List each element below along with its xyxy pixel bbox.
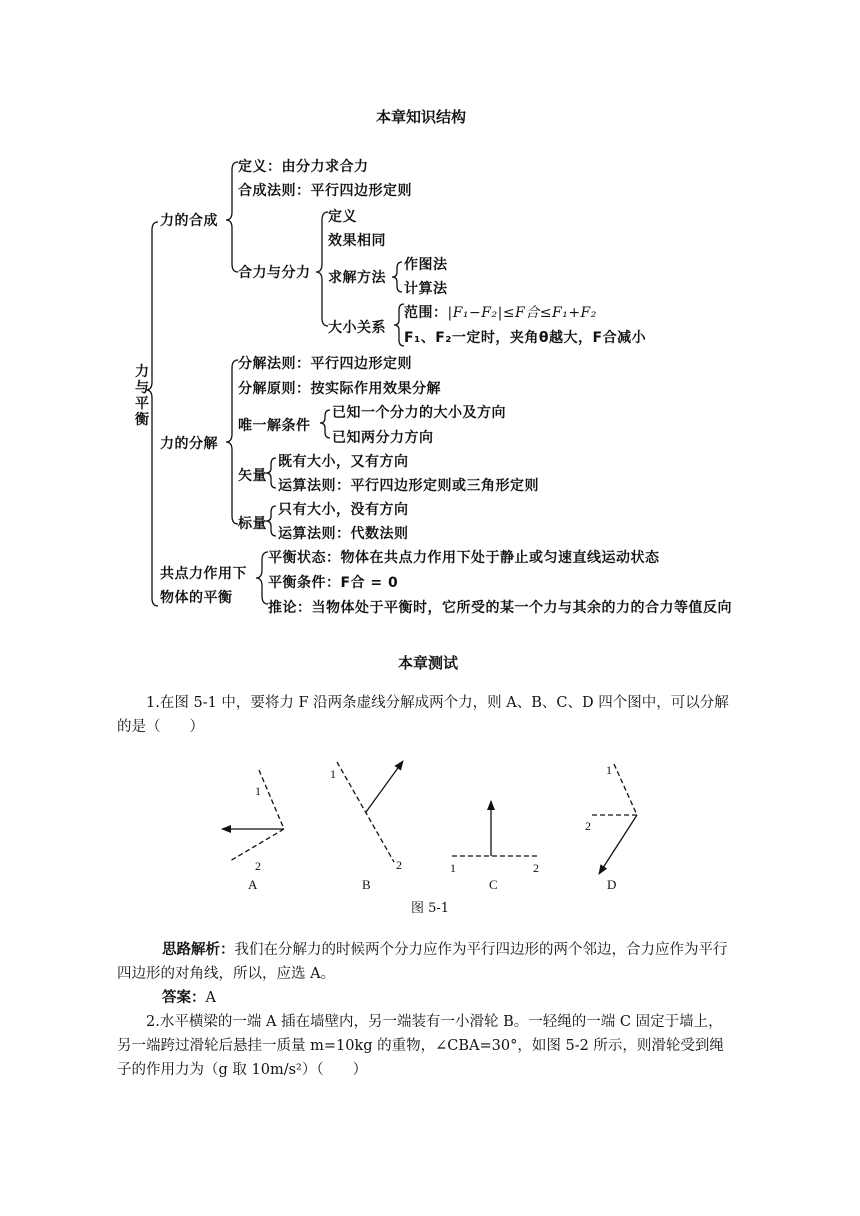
synthesis-rule: 合成法则：平行四边形定则 [238,183,412,199]
method-graphical: 作图法 [404,257,448,273]
magnitude-label: 大小关系 [328,320,386,336]
resultant-label: 合力与分力 [238,265,311,281]
equilibrium-label-1: 共点力作用下 [160,566,247,582]
decomposition-label: 力的分解 [160,436,218,452]
scalar-brace [266,506,276,536]
decomposition-brace [226,360,238,524]
panel-d-line-2: 2 [585,819,591,833]
unique-condition-1: 已知一个分力的大小及方向 [332,405,506,421]
figure-5-1 [200,750,660,900]
decomposition-principle: 分解原则：按实际作用效果分解 [238,381,441,397]
scalar-property: 只有大小，没有方向 [278,502,409,518]
panel-c-line-1: 1 [450,861,456,875]
resultant-definition: 定义 [328,209,357,225]
methods-brace [392,262,402,292]
answer: 答案：A [162,990,216,1006]
vector-rule: 运算法则：平行四边形定则或三角形定则 [278,478,539,494]
analysis: 思路解析：我们在分解力的时候两个分力应作为平行四边形的两个邻边，合力应作为平行四边形的对角线，所以，应选 A。 [117,942,728,982]
panel-a-label: A [248,877,258,892]
panel-a-diagram [222,770,284,861]
decomposition-rule: 分解法则：平行四边形定则 [238,356,412,372]
vector-brace [266,458,276,488]
panel-b-label: B [362,877,371,892]
panel-c-diagram [452,801,540,856]
panel-a-line-1: 1 [255,784,261,798]
method-calc: 计算法 [404,281,448,297]
vector-label: 矢量 [238,468,267,484]
figure-caption: 图 5-1 [411,901,450,916]
synthesis-brace [226,162,238,272]
question-2: 2.水平横梁的一端 A 插在墙壁内，另一端装有一小滑轮 B。一轻绳的一端 C 固定于墙上，另一端跨过滑轮后悬挂一质量 m=10kg 的重物，∠CBA=30°，如图 5-2 所示，则滑轮受到绳子的作用力为（g 取 10m/s²）（ ） [117,1014,724,1078]
equilibrium-condition: 平衡条件：F合 = 0 [268,575,399,591]
vector-property: 既有大小，又有方向 [278,454,409,470]
equilibrium-state: 平衡状态：物体在共点力作用下处于静止或匀速直线运动状态 [268,550,660,566]
panel-d-line-1: 1 [606,763,612,777]
magnitude-brace [394,304,404,346]
question-1: 1.在图 5-1 中，要将力 F 沿两条虚线分解成两个力，则 A、B、C、D 四个图中，可以分解的是（ ） [117,695,729,735]
equilibrium-brace [256,552,268,604]
equilibrium-corollary: 推论：当物体处于平衡时，它所受的某一个力与其余的力的合力等值反向 [268,600,732,616]
panel-b-line-2: 2 [396,858,402,872]
equilibrium-label-2: 物体的平衡 [160,590,233,606]
angle-rule: F₁、F₂一定时，夹角θ越大，F合减小 [404,330,647,346]
scalar-label: 标量 [238,516,267,532]
synthesis-label: 力的合成 [160,213,218,229]
unique-condition-2: 已知两分力方向 [332,430,434,446]
unique-label: 唯一解条件 [238,418,311,434]
synthesis-definition: 定义：由分力求合力 [238,159,369,175]
panel-d-diagram [592,764,637,874]
test-title: 本章测试 [398,654,459,672]
equivalent-effect: 效果相同 [328,233,386,249]
panel-b-line-1: 1 [330,767,336,781]
root-label: 力 与 平 衡 [135,364,149,428]
panel-c-label: C [489,877,498,892]
structure-title: 本章知识结构 [376,108,467,126]
unique-brace [320,410,330,438]
panel-c-line-2: 2 [533,861,539,875]
panel-a-line-2: 2 [255,859,261,873]
range-line: 范围：|F₁−F₂|≤F合≤F₁+F₂ [404,305,597,321]
resultant-brace [316,212,328,326]
panel-b-diagram [337,761,403,862]
methods-label: 求解方法 [328,270,386,286]
scalar-rule: 运算法则：代数法则 [278,526,409,542]
panel-d-label: D [607,877,617,892]
